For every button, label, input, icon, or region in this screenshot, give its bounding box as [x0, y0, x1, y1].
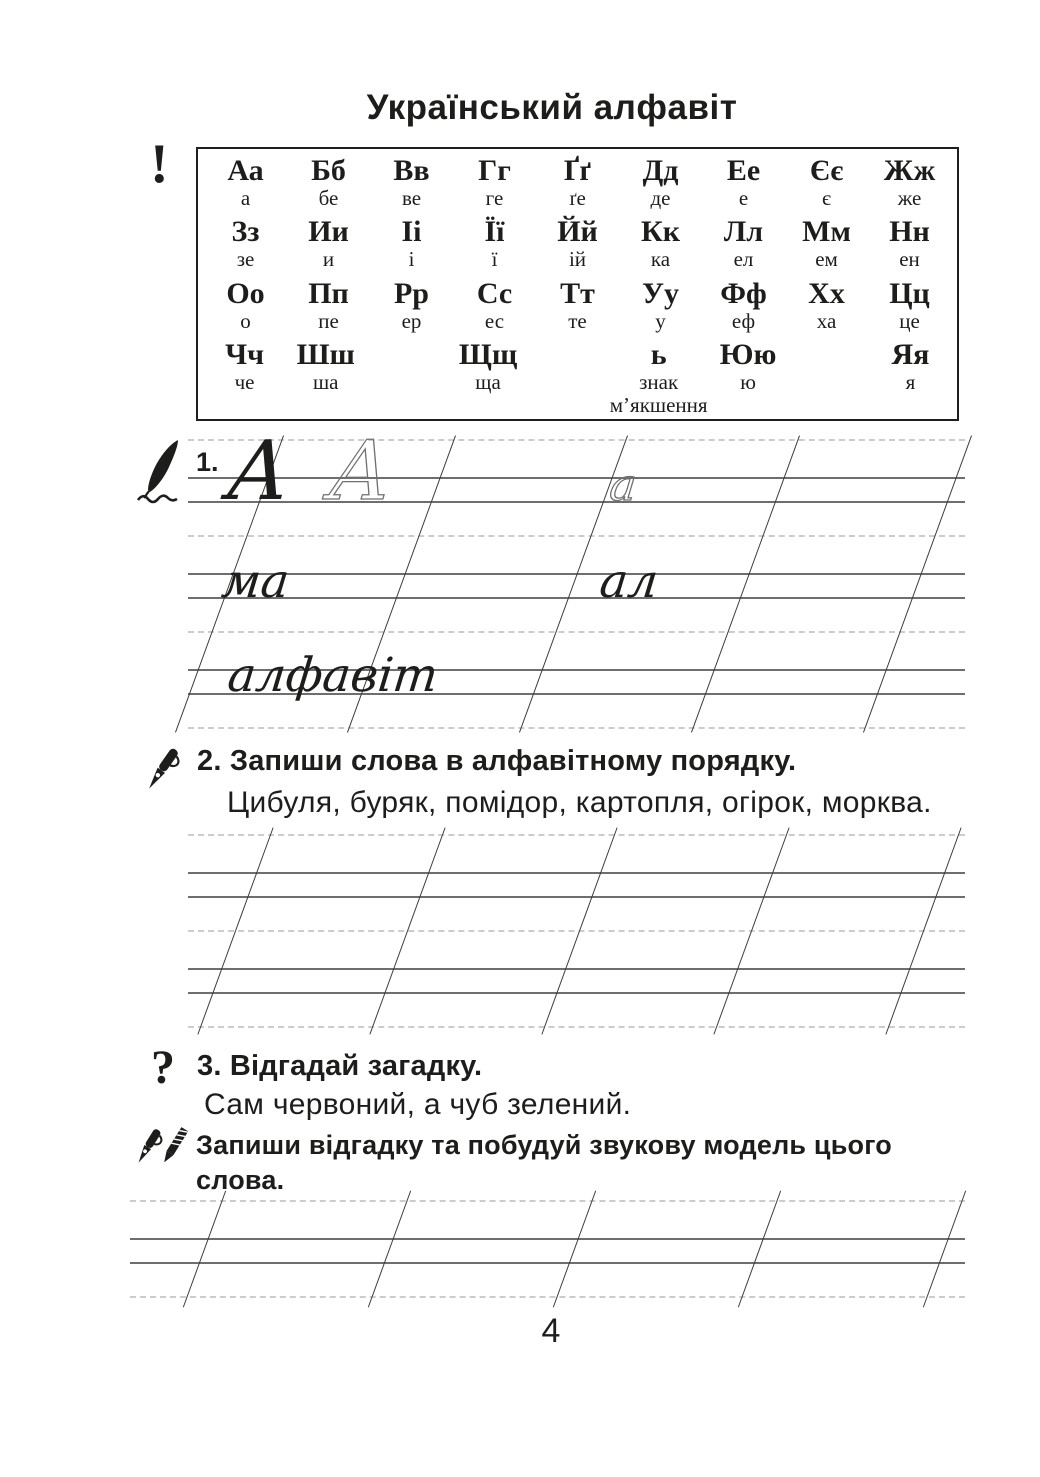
alphabet-letter-name: те	[568, 308, 587, 333]
cursive-sample-written: ма	[219, 554, 292, 609]
alphabet-cell	[610, 338, 708, 417]
quill-pen-icon	[136, 437, 190, 505]
alphabet-letter-pair: Зз	[231, 215, 260, 249]
writing-line-solid	[188, 477, 965, 479]
alphabet-cell	[447, 338, 528, 417]
alphabet-cell	[868, 277, 951, 333]
guide-line-dashed	[188, 535, 965, 537]
alphabet-letter-pair: Уу	[641, 276, 680, 310]
exercise-2-word-list: Цибуля, буряк, помідор, картопля, огірок, морква.	[227, 786, 932, 819]
alphabet-letter-name: че	[234, 369, 255, 394]
alphabet-letter-name: ел	[733, 247, 754, 272]
alphabet-letter-pair: Іі	[401, 215, 422, 249]
alphabet-letter-name: і	[408, 247, 415, 272]
writing-line-solid	[188, 992, 965, 994]
alphabet-letter-pair: Бб	[311, 154, 346, 187]
alphabet-letter-name: ем	[815, 247, 838, 272]
alphabet-letter-name: ха	[816, 308, 837, 333]
alphabet-cell	[702, 277, 785, 333]
alphabet-cell	[785, 154, 868, 210]
alphabet-letter-name: зе	[236, 247, 255, 272]
guide-line-dashed	[130, 1296, 965, 1298]
cursive-sample-written: А	[223, 424, 296, 519]
alphabet-cell	[287, 154, 370, 210]
task-line-1: Запиши відгадку та побудуй звукову модель цього	[196, 1130, 892, 1160]
writing-line-solid	[130, 1262, 965, 1264]
writing-line-solid	[188, 872, 965, 874]
alphabet-letter-pair: Дд	[642, 154, 679, 187]
writing-line-solid	[188, 896, 965, 898]
writing-line-solid	[188, 597, 965, 599]
alphabet-letter-name: у	[655, 308, 666, 333]
guide-line-dashed	[188, 727, 965, 729]
alphabet-letter-name: а	[240, 186, 251, 210]
exercise-3-riddle: Сам червоний, а чуб зелений.	[204, 1088, 632, 1121]
alphabet-cell	[204, 154, 287, 210]
alphabet-letter-name: ґе	[569, 186, 586, 210]
writing-line-solid	[188, 968, 965, 970]
alphabet-letter-pair: Юю	[719, 337, 777, 371]
exercise-2-heading: 2. Запиши слова в алфавітному порядку.	[197, 745, 797, 777]
alphabet-letter-pair: Гг	[478, 154, 511, 187]
alphabet-cell	[785, 215, 868, 271]
alphabet-letter-name: пе	[318, 308, 339, 333]
alphabet-letter-pair: Оо	[226, 276, 265, 310]
slant-guide-line	[691, 435, 800, 732]
alphabet-cell	[285, 338, 366, 417]
alphabet-letter-name: ї	[491, 247, 498, 272]
practice-block-2	[188, 835, 965, 1027]
exercise-3-heading: 3. Відгадай загадку.	[197, 1050, 483, 1082]
alphabet-cell	[204, 338, 285, 417]
alphabet-cell	[619, 215, 702, 271]
alphabet-letter-pair: Нн	[889, 215, 930, 249]
alphabet-cell	[453, 215, 536, 271]
alphabet-letter-pair: Мм	[802, 215, 851, 249]
page-number: 4	[541, 1312, 561, 1350]
task-line-2: слова.	[196, 1165, 285, 1195]
alphabet-letter-name: є	[821, 186, 831, 210]
cursive-sample-written: ал	[597, 554, 661, 609]
alphabet-letter-pair: ь	[650, 337, 667, 371]
alphabet-letter-pair: Її	[484, 215, 505, 249]
alphabet-cell	[702, 154, 785, 210]
alphabet-cell	[204, 277, 287, 333]
alphabet-cell	[619, 277, 702, 333]
alphabet-letter-pair: Рр	[393, 276, 429, 310]
slant-guide-line	[368, 1191, 411, 1308]
alphabet-cell	[453, 277, 536, 333]
alphabet-letter-name: бе	[318, 186, 339, 210]
alphabet-letter-name: ес	[484, 308, 505, 333]
alphabet-cell	[536, 154, 619, 210]
alphabet-row-3	[204, 277, 951, 333]
alphabet-cell	[536, 215, 619, 271]
alphabet-letter-pair: Фф	[720, 276, 767, 310]
alphabet-cell	[370, 215, 453, 271]
exercise-1-number: 1.	[196, 447, 219, 477]
alphabet-row-2	[204, 215, 951, 271]
slant-guide-line	[863, 435, 972, 732]
alphabet-letter-name: ю	[740, 369, 756, 394]
practice-block-3	[130, 1201, 965, 1297]
alphabet-letter-name: ка	[650, 247, 671, 272]
alphabet-cell	[370, 154, 453, 210]
question-mark-icon: ?	[151, 1041, 175, 1094]
exercise-3-task	[196, 1128, 892, 1198]
alphabet-letter-pair: Ее	[726, 154, 761, 187]
alphabet-cell	[702, 215, 785, 271]
alphabet-letter-name: де	[650, 186, 671, 210]
alphabet-letter-pair: Йй	[557, 215, 598, 249]
cursive-sample-trace: А	[325, 424, 398, 519]
alphabet-cell	[287, 215, 370, 271]
alphabet-letter-name: е	[738, 186, 749, 210]
alphabet-letter-name: ен	[899, 247, 920, 272]
alphabet-letter-name: ве	[401, 186, 422, 210]
alphabet-letter-name: о	[240, 308, 251, 333]
alphabet-letter-pair: Аа	[227, 154, 264, 187]
page-title: Український алфавіт	[366, 88, 738, 127]
alphabet-cell	[370, 277, 453, 333]
slant-guide-line	[183, 1191, 226, 1308]
guide-line-dashed	[188, 834, 965, 836]
alphabet-letter-pair: Кк	[640, 215, 681, 249]
alphabet-cell	[868, 154, 951, 210]
slant-guide-line	[738, 1191, 781, 1308]
alphabet-letter-name: це	[899, 308, 920, 333]
alphabet-letter-pair: Яя	[891, 337, 930, 371]
guide-line-dashed	[188, 930, 965, 932]
guide-line-dashed	[188, 439, 965, 441]
alphabet-letter-name: же	[897, 186, 922, 210]
alphabet-letter-pair: Вв	[393, 154, 430, 187]
alphabet-cell	[204, 215, 287, 271]
practice-block-1	[188, 424, 965, 728]
alphabet-letter-name: ща	[475, 369, 501, 394]
alphabet-letter-name: ге	[485, 186, 504, 210]
alphabet-letter-pair: Єє	[809, 154, 844, 187]
alert-exclamation-icon: !	[150, 133, 169, 195]
alphabet-letter-name: ша	[312, 369, 339, 394]
alphabet-letter-pair: Сс	[476, 276, 513, 310]
alphabet-cell	[536, 277, 619, 333]
alphabet-letter-pair: Ии	[308, 215, 349, 249]
alphabet-letter-pair: Жж	[883, 154, 936, 187]
cursive-sample-written: алфавіт	[225, 648, 441, 703]
alphabet-row-1	[204, 154, 951, 210]
alphabet-letter-pair: Хх	[808, 276, 845, 310]
writing-line-solid	[130, 1238, 965, 1240]
alphabet-cell	[868, 215, 951, 271]
alphabet-letter-pair: Тт	[560, 276, 595, 310]
alphabet-cell	[287, 277, 370, 333]
alphabet-letter-name: еф	[731, 308, 756, 333]
alphabet-letter-pair: Цц	[889, 276, 930, 310]
guide-line-dashed	[188, 631, 965, 633]
alphabet-letter-pair: Пп	[308, 276, 349, 310]
alphabet-letter-name: ер	[401, 308, 422, 333]
pen-nib-icon	[138, 742, 182, 804]
alphabet-letter-pair: Чч	[225, 337, 265, 371]
alphabet-letter-name: знак	[639, 369, 679, 394]
alphabet-cell	[870, 338, 951, 417]
alphabet-cell	[708, 338, 789, 417]
alphabet-letter-pair: Лл	[723, 215, 764, 249]
alphabet-cell	[453, 154, 536, 210]
pen-and-pencil-icon	[124, 1120, 192, 1186]
alphabet-letter-pair: Ґґ	[563, 154, 592, 187]
alphabet-cell	[785, 277, 868, 333]
guide-line-dashed	[188, 1026, 965, 1028]
alphabet-letter-pair: Щщ	[458, 337, 518, 371]
alphabet-table	[196, 147, 959, 421]
alphabet-letter-name: и	[322, 247, 335, 272]
cursive-sample-trace: а	[607, 460, 639, 511]
slant-guide-line	[923, 1191, 966, 1308]
writing-line-solid	[188, 501, 965, 503]
alphabet-row-4	[204, 338, 951, 417]
alphabet-letter-pair: Шш	[296, 337, 355, 371]
alphabet-letter-name: ій	[568, 247, 587, 272]
alphabet-cell	[619, 154, 702, 210]
alphabet-letter-name: я	[905, 369, 916, 394]
alphabet-letter-name-line2: м’якшення	[609, 392, 708, 417]
slant-guide-line	[553, 1191, 596, 1308]
guide-line-dashed	[130, 1200, 965, 1202]
